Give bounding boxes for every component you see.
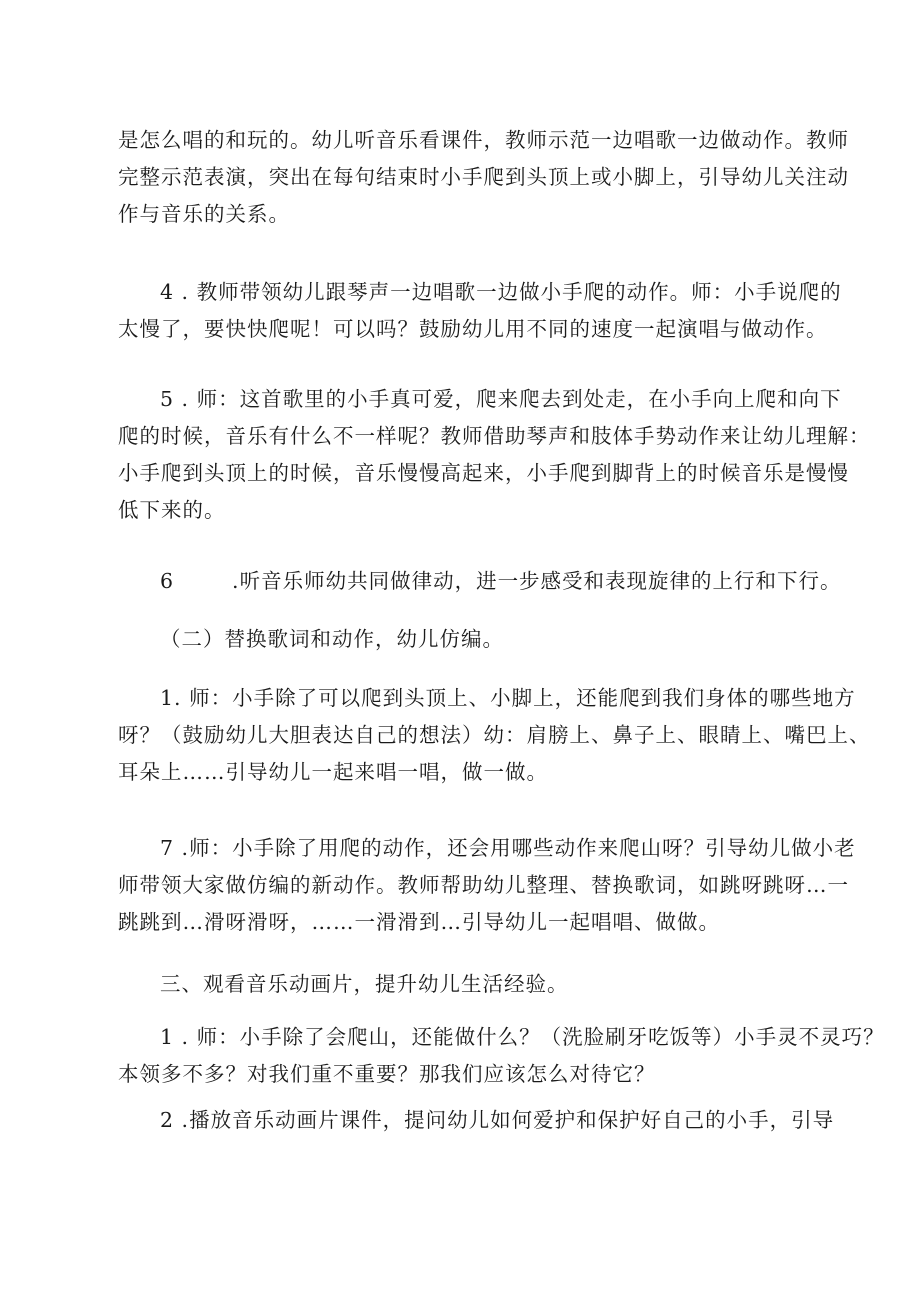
paragraph-section2-step-1 xyxy=(118,680,871,791)
heading-text: （二）替换歌词和动作，幼儿仿编。 xyxy=(160,627,504,651)
text-line: 1. 师：小手除了可以爬到头顶上、小脚上，还能爬到我们身体的哪些地方 xyxy=(160,686,856,710)
paragraph-intro xyxy=(118,122,849,233)
step-number: 6 xyxy=(160,569,175,593)
text-line: 4 . 教师带领幼儿跟琴声一边唱歌一边做小手爬的动作。师：小手说爬的 xyxy=(160,280,842,304)
text-line: 7 .师：小手除了用爬的动作，还会用哪些动作来爬山呀？引导幼儿做小老 xyxy=(160,836,856,860)
text-line: 跳跳到…滑呀滑呀，……一滑滑到…引导幼儿一起唱唱、做做。 xyxy=(118,910,720,934)
paragraph-step-5 xyxy=(118,381,871,529)
paragraph-step-4 xyxy=(118,274,842,348)
section-heading-2 xyxy=(118,621,808,658)
text-line: 爬的时候，音乐有什么不一样呢？教师借助琴声和肢体手势动作来让幼儿理解： xyxy=(118,424,871,448)
text-line: 太慢了，要快快爬呢！可以吗？鼓励幼儿用不同的速度一起演唱与做动作。 xyxy=(118,317,828,341)
paragraph-step-6 xyxy=(118,563,842,600)
text-line: 1 . 师：小手除了会爬山，还能做什么？（洗脸刷牙吃饭等）小手灵不灵巧？ xyxy=(160,1025,885,1049)
text-line: 5 . 师：这首歌里的小手真可爱，爬来爬去到处走，在小手向上爬和向下 xyxy=(160,387,842,411)
heading-text: 三、观看音乐动画片，提升幼儿生活经验。 xyxy=(160,972,569,996)
text-line: 师带领大家做仿编的新动作。教师帮助幼儿整理、替换歌词，如跳呀跳呀…一 xyxy=(118,873,849,897)
text-line: 呀？（鼓励幼儿大胆表达自己的想法）幼：肩膀上、鼻子上、眼睛上、嘴巴上、 xyxy=(118,723,871,747)
text-line xyxy=(118,563,842,600)
text-line: 耳朵上……引导幼儿一起来唱一唱，做一做。 xyxy=(118,760,548,784)
text-line: 完整示范表演，突出在每句结束时小手爬到头顶上或小脚上，引导幼儿关注动 xyxy=(118,165,849,189)
text-line: 本领多不多？对我们重不重要？那我们应该怎么对待它？ xyxy=(118,1062,656,1086)
paragraph-section2-step-7 xyxy=(118,830,856,941)
text-line: 是怎么唱的和玩的。幼儿听音乐看课件，教师示范一边唱歌一边做动作。教师 xyxy=(118,128,849,152)
text-line: 低下来的。 xyxy=(118,498,226,522)
text-line: 小手爬到头顶上的时候，音乐慢慢高起来，小手爬到脚背上的时候音乐是慢慢 xyxy=(118,461,849,485)
text-line: 2 .播放音乐动画片课件，提问幼儿如何爱护和保护好自己的小手，引导 xyxy=(160,1108,835,1132)
paragraph-section3-step-1 xyxy=(118,1019,885,1093)
paragraph-section3-step-2 xyxy=(118,1102,835,1139)
section-heading-3 xyxy=(118,966,808,1003)
text-line: 作与音乐的关系。 xyxy=(118,202,290,226)
step-text: .听音乐师幼共同做律动，进一步感受和表现旋律的上行和下行。 xyxy=(232,569,842,593)
